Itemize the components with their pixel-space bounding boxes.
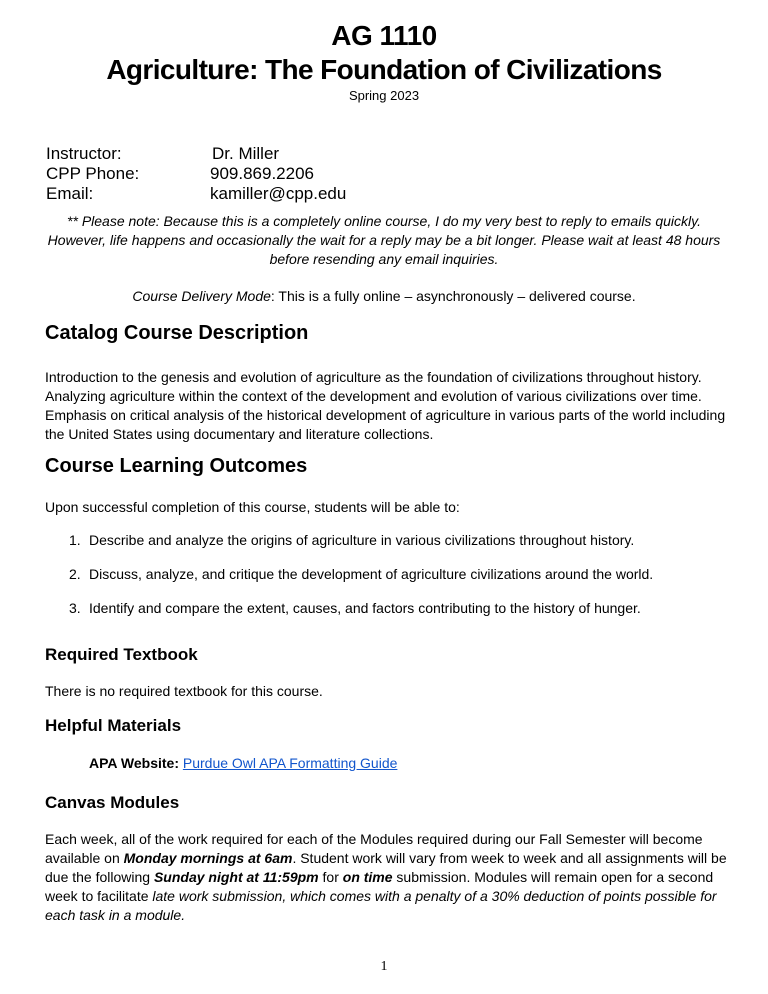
list-item-text: Identify and compare the extent, causes, and factors contributing to the history of hunger. <box>89 600 641 616</box>
course-title: Agriculture: The Foundation of Civilizations <box>106 54 662 85</box>
phone-value: 909.869.2206 <box>210 164 314 183</box>
email-value: kamiller@cpp.edu <box>210 184 347 203</box>
list-item-number: 3. <box>69 600 81 616</box>
outcomes-heading: Course Learning Outcomes <box>45 455 308 477</box>
modules-late-policy: late work submission, which comes with a penalty of a 30% deduction of points possible for each task in a module. <box>45 888 717 923</box>
delivery-mode <box>0 288 768 304</box>
modules-heading: Canvas Modules <box>45 793 180 812</box>
phone-label: CPP Phone: <box>46 164 140 183</box>
instructor-label: Instructor: <box>46 144 122 163</box>
page-number: 1 <box>380 959 388 974</box>
catalog-description: Introduction to the genesis and evolution of agriculture as the foundation of civilizations throughout history. Analyzing agriculture within the context of the development and evolution of various civilizations over time. Emphasis on critical analysis of the historical development of agriculture in various parts of the world including the United States using documentary and literature collections. <box>45 369 726 442</box>
modules-emphasis: on time <box>342 869 393 885</box>
modules-emphasis: Monday mornings at 6am <box>123 850 293 866</box>
list-item <box>69 566 653 582</box>
course-term: Spring 2023 <box>348 88 420 103</box>
list-item-text: Describe and analyze the origins of agriculture in various civilizations throughout history. <box>89 532 635 548</box>
catalog-heading: Catalog Course Description <box>45 322 309 344</box>
email-response-note: ** Please note: Because this is a completely online course, I do my very best to reply to emails quickly. However, life happens and occasionally the wait for a reply may be a bit longer. Please wait at least 48 hours before resending any email inquiries. <box>47 213 721 267</box>
email-label: Email: <box>46 184 94 203</box>
purdue-owl-link[interactable]: Purdue Owl APA Formatting Guide <box>182 755 398 771</box>
modules-text-part: for <box>318 869 343 885</box>
apa-website <box>89 755 397 771</box>
instructor-value: Dr. Miller <box>212 144 280 163</box>
materials-heading: Helpful Materials <box>45 716 182 735</box>
list-item-number: 2. <box>69 566 81 582</box>
delivery-mode-label: Course Delivery Mode <box>132 288 271 304</box>
modules-text-part: Each week, all of the work required for each of the Modules required during our Fall Semester will become available on <box>45 831 703 866</box>
list-item <box>69 532 634 548</box>
modules-text-part: submission. Modules will remain open for a second week to facilitate <box>45 869 714 904</box>
textbook-heading: Required Textbook <box>45 645 198 664</box>
modules-text <box>45 830 740 925</box>
list-item <box>69 600 641 616</box>
apa-label: APA Website: <box>89 755 179 771</box>
modules-text-part: . Student work will vary from week to week and all assignments will be due the following <box>45 850 727 885</box>
textbook-text: There is no required textbook for this course. <box>45 683 323 699</box>
list-item-text: Discuss, analyze, and critique the development of agriculture civilizations around the world. <box>89 566 654 582</box>
course-code: AG 1110 <box>331 20 437 51</box>
delivery-mode-text: : This is a fully online – asynchronously – delivered course. <box>270 288 636 304</box>
outcomes-intro: Upon successful completion of this course, students will be able to: <box>45 499 460 515</box>
list-item-number: 1. <box>69 532 81 548</box>
modules-emphasis: Sunday night at 11:59pm <box>153 869 319 885</box>
